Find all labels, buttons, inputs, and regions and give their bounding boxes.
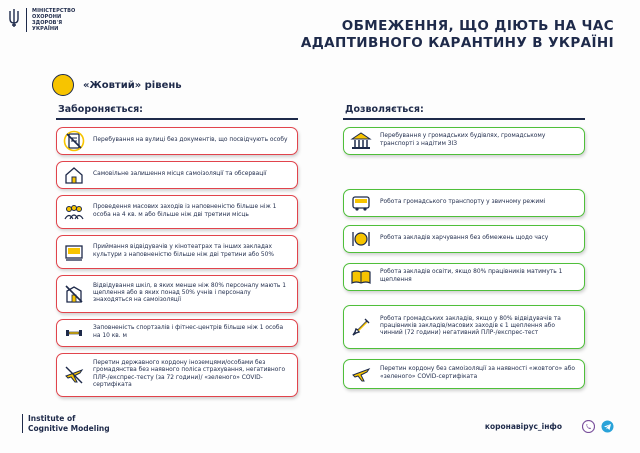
school-icon — [63, 283, 85, 305]
header-divider — [343, 118, 585, 120]
allowed-item-text: Робота громадських закладів, якщо у 80% відвідувачів та працівників закладів/масових заходів є 1 щеплення або чинний (72 години) негативний ПЛР-/експрес-тест — [380, 315, 561, 337]
forbidden-item — [56, 353, 298, 397]
site-link[interactable]: коронавірус_інфо — [484, 422, 562, 431]
allowed-header: Дозволяється: — [345, 104, 424, 115]
border-plane-icon — [63, 364, 85, 386]
forbidden-item-text: Самовільне залишення місця самоізоляції та обсервації — [93, 170, 267, 177]
allowed-item-text: Робота закладів харчування без обмежень щодо часу — [380, 234, 549, 241]
no-document-icon — [63, 130, 85, 152]
forbidden-item — [56, 161, 298, 189]
level-label: «Жовтий» рівень — [83, 79, 182, 91]
ministry-line: МІНІСТЕРСТВО — [32, 8, 76, 14]
crowd-icon — [63, 201, 85, 223]
title-line-1: ОБМЕЖЕННЯ, ЩО ДІЮТЬ НА ЧАС — [341, 18, 614, 34]
telegram-icon[interactable] — [601, 420, 614, 433]
allowed-item — [343, 359, 585, 389]
ministry-line: ЗДОРОВ'Я — [32, 20, 63, 26]
allowed-item-text: Робота закладів освіти, якщо 80% працівників матимуть 1 щеплення — [380, 269, 563, 283]
institute-logo — [22, 414, 110, 433]
leaving-house-icon — [63, 164, 85, 186]
allowed-item-text: Перетин кордону без самоізоляції за наявності «жовтого» або «зеленого» COVID-сертифіката — [380, 366, 575, 380]
allowed-item — [343, 305, 585, 349]
forbidden-item-text: Відвідування шкіл, в яких менше ніж 80% персоналу мають 1 щеплення або в яких понад 50% учнів і персоналу знаходяться на самоізоляції — [93, 282, 286, 304]
header-divider — [56, 118, 298, 120]
allowed-item-text: Робота громадського транспорту у звичному режимі — [380, 198, 546, 205]
allowed-item — [343, 189, 585, 217]
allowed-item — [343, 225, 585, 253]
footer-links — [485, 420, 614, 433]
institute-line-1: Institute of — [28, 414, 76, 423]
bus-icon — [350, 192, 372, 214]
forbidden-header: Забороняється: — [58, 104, 143, 115]
viber-icon[interactable] — [582, 420, 595, 433]
forbidden-item-text: Приймання відвідувачів у кінотеатрах та інших закладах культури з наповненістю більше ніж дві третини або 50% — [93, 244, 275, 258]
forbidden-item — [56, 127, 298, 155]
allowed-item — [343, 127, 585, 155]
ministry-line: УКРАЇНИ — [32, 26, 59, 32]
title-line-2: АДАПТИВНОГО КАРАНТИНУ В УКРАЇНІ — [300, 35, 614, 51]
forbidden-item — [56, 319, 298, 347]
ministry-logo — [8, 8, 75, 32]
forbidden-item-text: Перетин державного кордону іноземцями/особами без громадянства без наявного поліса страхування, негативного ПЛР-/експрес-тесту (за 72 години)/ «зеленого» COVID-сертифіката — [93, 359, 286, 388]
institute-line-2: Cognitive Modeling — [28, 423, 110, 433]
syringe-icon — [350, 316, 372, 338]
yellow-level-icon — [52, 74, 74, 96]
forbidden-item-text: Заповненість спортзалів і фітнес-центрів більше ніж 1 особа на 10 кв. м — [93, 325, 284, 339]
allowed-item — [343, 263, 585, 291]
forbidden-item-text: Перебування на вулиці без документів, що посвідчують особу — [93, 136, 288, 143]
dining-icon — [350, 228, 372, 250]
page-title — [301, 18, 614, 52]
allowed-item-text: Перебування у громадських будівлях, громадському транспорті з надітим ЗІЗ — [380, 133, 546, 147]
forbidden-item — [56, 275, 298, 313]
forbidden-item — [56, 235, 298, 269]
book-icon — [350, 266, 372, 288]
forbidden-item-text: Проведення масових заходів із наповненістю більше ніж 1 особа на 4 кв. м або більше ніж дві третини місць — [93, 204, 277, 218]
trident-icon — [8, 8, 20, 28]
theater-icon — [63, 241, 85, 263]
fitness-icon — [63, 322, 85, 344]
ministry-line: ОХОРОНИ — [32, 14, 62, 20]
forbidden-item — [56, 195, 298, 229]
ministry-name — [26, 8, 75, 32]
forbidden-column — [56, 104, 298, 388]
plane-icon — [350, 363, 372, 385]
quarantine-level — [52, 74, 182, 96]
building-icon — [350, 130, 372, 152]
allowed-column — [343, 104, 585, 380]
